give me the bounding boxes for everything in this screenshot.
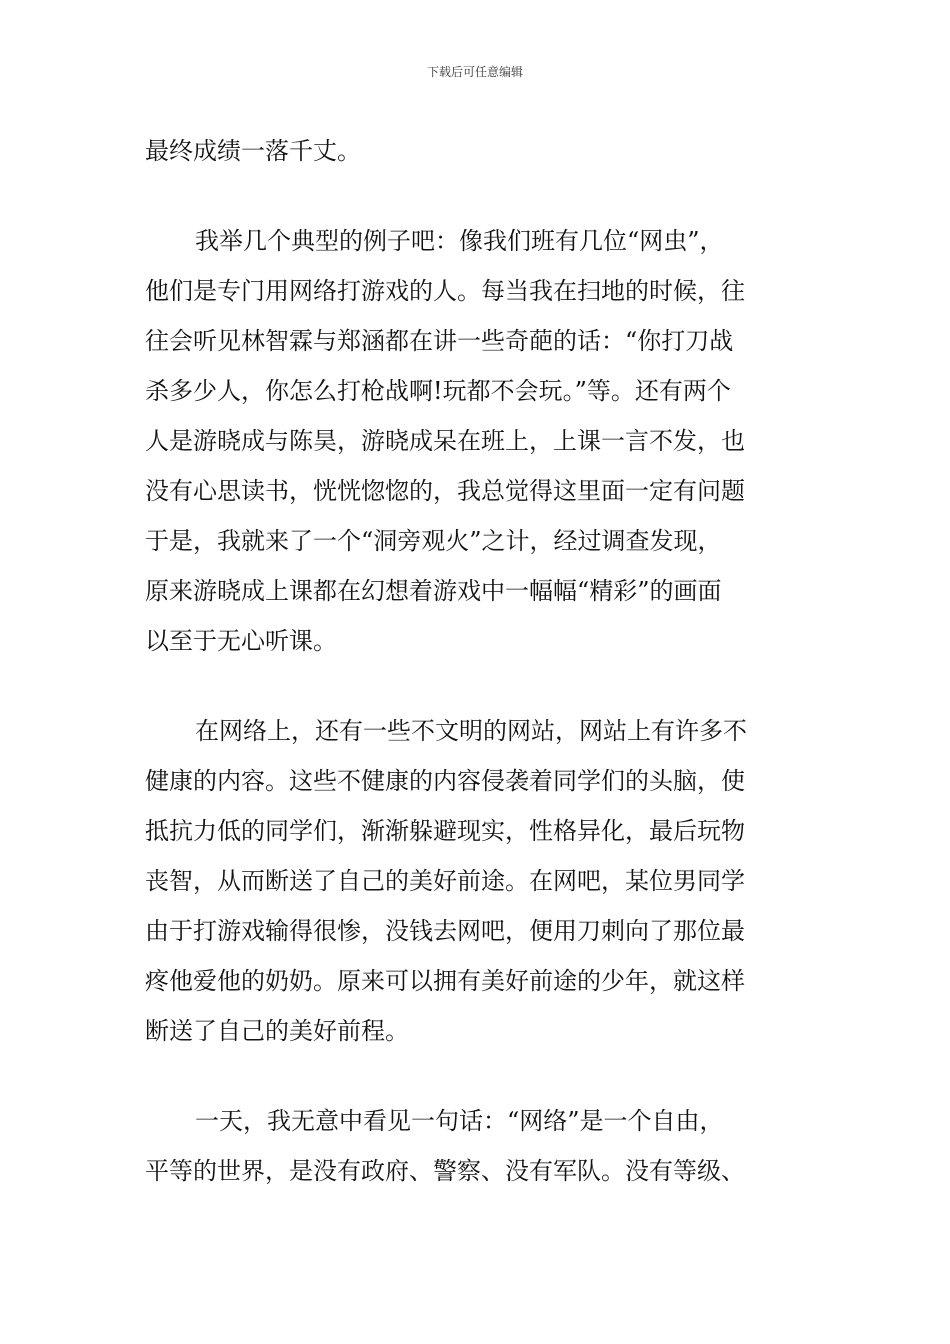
paragraph-gap xyxy=(145,666,807,706)
document-body xyxy=(145,126,807,1196)
paragraph-gap xyxy=(145,1056,807,1096)
text-line: 没有心思读书，恍恍惚惚的，我总觉得这里面一定有问题 xyxy=(145,477,745,505)
page-header: 下载后可任意编辑 xyxy=(426,65,523,79)
text-line: 往会听见林智霖与郑涵都在讲一些奇葩的话：“你打刀战 xyxy=(145,327,734,355)
paragraph xyxy=(145,1096,807,1196)
text-line: 杀多少人，你怎么打枪战啊!玩都不会玩。”等。还有两个 xyxy=(145,377,731,405)
text-line: 我举几个典型的例子吧：像我们班有几位“网虫”， xyxy=(195,227,724,255)
text-line: 健康的内容。这些不健康的内容侵袭着同学们的头脑，使 xyxy=(145,767,745,795)
text-line: 他们是专门用网络打游戏的人。每当我在扫地的时候，往 xyxy=(145,277,745,305)
text-line: 一天，我无意中看见一句话：“网络”是一个自由， xyxy=(195,1107,724,1135)
text-line: 最终成绩一落千丈。 xyxy=(145,137,361,165)
text-line: 由于打游戏输得很惨，没钱去网吧，便用刀刺向了那位最 xyxy=(145,917,745,945)
text-line: 以至于无心听课。 xyxy=(145,627,337,655)
paragraph-gap xyxy=(145,176,807,216)
paragraph xyxy=(145,216,807,666)
text-line: 在网络上，还有一些不文明的网站，网站上有许多不 xyxy=(195,717,747,745)
paragraph xyxy=(145,706,807,1056)
text-line: 丧智，从而断送了自己的美好前途。在网吧，某位男同学 xyxy=(145,867,745,895)
text-line: 平等的世界，是没有政府、警察、没有军队。没有等级、 xyxy=(145,1157,745,1185)
text-line: 于是，我就来了一个“洞旁观火”之计，经过调查发现， xyxy=(145,527,722,555)
text-line: 疼他爱他的奶奶。原来可以拥有美好前途的少年，就这样 xyxy=(145,967,745,995)
text-line: 原来游晓成上课都在幻想着游戏中一幅幅“精彩”的画面 xyxy=(145,577,722,605)
paragraph xyxy=(145,126,807,176)
text-line: 抵抗力低的同学们，渐渐躲避现实，性格异化，最后玩物 xyxy=(145,817,745,845)
text-line: 人是游晓成与陈昊，游晓成呆在班上，上课一言不发，也 xyxy=(145,427,745,455)
text-line: 断送了自己的美好前程。 xyxy=(145,1017,409,1045)
